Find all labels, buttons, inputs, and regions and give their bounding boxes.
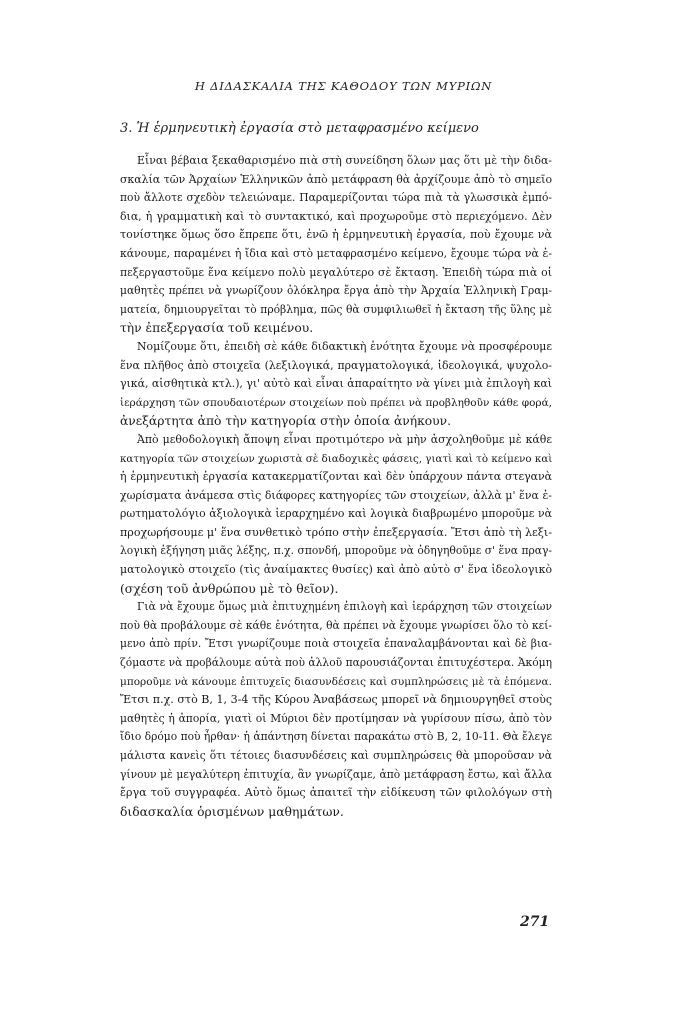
text-line: ματολογικὸ στοιχεῖο (τὶς ἀναίμακτες θυσίες) καὶ ἀπὸ αὐτὸ σ' ἕνα ἰδεολογικὸ [120,563,552,577]
text-line: χωρίσματα ἀνάμεσα στὶς διάφορες κατηγορίες τῶν στοιχείων, ἀλλὰ μ' ἕνα ἐ- [120,488,552,502]
text-line: ἴδιο δρόμο ποὺ ἦρθαν· ἡ ἀπάντηση δίνεται παρακάτω στὸ Β, 2, 10-11. Θὰ ἔλεγε [120,730,552,744]
section-heading: 3. Ἡ ἑρμηνευτικὴ ἐργασία στὸ μεταφρασμένο κείμενο [120,121,479,136]
text-line: τὴν ἐπεξεργασία τοῦ κειμένου. [120,321,314,336]
text-line: ἔργα τοῦ συγγραφέα. Αὐτὸ ὅμως ἀπαιτεῖ τὴν εἰδίκευση τῶν φιλολόγων στὴ [120,786,552,800]
paragraph [120,338,552,431]
text-line: μενο ἀπὸ πρίν. Ἔτσι γνωρίζουμε ποιὰ στοιχεῖα ἐπαναλαμβάνονται καὶ δὲ βια- [120,637,552,651]
text-line: πεξεργαστοῦμε ἕνα κείμενο πολὺ μεγαλύτερο σὲ ἔκταση. Ἐπειδὴ τώρα πιὰ οἱ [120,265,552,279]
text-line: μάλιστα κανεὶς ὅτι τέτοιες διασυνδέσεις καὶ συμπληρώσεις θὰ μποροῦσαν νὰ [120,749,552,762]
text-line: ἡ ἑρμηνευτικὴ ἐργασία κατακερματίζονται καὶ δὲν ὑπάρχουν πάντα στεγανὰ [120,470,552,484]
text-line: ἀνεξάρτητα ἀπὸ τὴν κατηγορία στὴν ὁποία ἀνήκουν. [120,414,452,429]
text-line: ζόμαστε νὰ προβάλουμε αὐτὰ ποὺ ἀλλοῦ παρουσιάζονται ἐπιτυχέστερα. Ἀκόμη [120,656,552,670]
body-text [120,152,552,821]
text-line: γικά, αἰσθητικὰ κτλ.), γι' αὐτὸ καὶ εἶναι ἀπαραίτητο νὰ γίνει μιὰ ἐπιλογὴ καὶ [120,377,552,391]
text-line: λογικὴ ἐξήγηση μιᾶς λέξης, π.χ. σπονδή, μποροῦμε νὰ ὁδηγηθοῦμε σ' ἕνα πραγ- [120,544,552,558]
text-line: Ἔτσι π.χ. στὸ Β, 1, 3-4 τῆς Κύρου Ἀναβάσεως μπορεῖ νὰ δημιουργηθεῖ στοὺς [120,693,553,707]
text-line: (σχέση τοῦ ἀνθρώπου μὲ τὸ θεῖον). [120,581,339,596]
text-line: μποροῦμε νὰ κάνουμε ἐπιτυχεῖς διασυνδέσεις καὶ συμπληρώσεις μὲ τὰ ἑπόμενα. [120,675,552,688]
text-line: ἱεράρχηση τῶν σπουδαιοτέρων στοιχείων ποὺ πρέπει νὰ προβληθοῦν κάθε φορά, [120,396,552,409]
text-line: διδασκαλία ὁρισμένων μαθημάτων. [120,804,344,819]
text-line: ποὺ θὰ προβάλουμε σὲ κάθε ἑνότητα, θὰ πρέπει νὰ ἔχουμε γνωρίσει ὅλο τὸ κεί- [120,618,552,632]
text-line: δια, ἡ γραμματικὴ καὶ τὸ συντακτικό, καὶ προχωροῦμε στὸ περιεχόμενο. Δὲν [120,209,552,223]
page-number: 271 [520,914,550,930]
text-line: Γιὰ νὰ ἔχουμε ὅμως μιὰ ἐπιτυχημένη ἐπιλογὴ καὶ ἱεράρχηση τῶν στοιχείων [137,600,552,614]
text-line: Εἶναι βέβαια ξεκαθαρισμένο πιὰ στὴ συνείδηση ὅλων μας ὅτι μὲ τὴν διδα- [137,154,552,167]
text-line: μαθητὲς ἡ ἀπορία, γιατὶ οἱ Μύριοι δὲν προτίμησαν νὰ γυρίσουν πίσω, ἀπὸ τὸν [120,711,552,725]
text-line: Ἀπὸ μεθοδολογικὴ ἄποψη εἶναι προτιμότερο νὰ μὴν ἀσχοληθοῦμε μὲ κάθε [137,432,552,446]
paragraph [120,598,552,821]
text-line: γίνουν μὲ μεγαλύτερη ἐπιτυχία, ἂν γνωρίζαμε, ἀπὸ μετάφραση ἔστω, καὶ ἄλλα [120,767,552,781]
text-line: ματεία, δημιουργεῖται τὸ πρόβλημα, πῶς θὰ συμφιλιωθεῖ ἡ ἔκταση τῆς ὕλης μὲ [120,302,552,316]
text-line: κάνουμε, παραμένει ἡ ἴδια καὶ στὸ μεταφρασμένο κείμενο, ἔχουμε τώρα νὰ ἐ- [120,246,552,260]
text-line: ἕνα πλῆθος ἀπὸ στοιχεῖα (λεξιλογικά, πραγματολογικά, ἰδεολογικά, ψυχολο- [120,358,552,372]
text-line: μαθητὲς πρέπει νὰ γνωρίζουν ὁλόκληρα ἔργα ἀπὸ τὴν Ἀρχαία Ἑλληνικὴ Γραμ- [120,284,552,298]
text-line: Νομίζουμε ὅτι, ἐπειδὴ σὲ κάθε διδακτικὴ ἑνότητα ἔχουμε νὰ προσφέρουμε [137,339,552,353]
paragraph [120,152,552,338]
running-head: Η ΔΙΔΑΣΚΑΛΙΑ ΤΗΣ ΚΑΘΟΔΟΥ ΤΩΝ ΜΥΡΙΩΝ [194,79,493,93]
text-line: ποὺ ἄλλοτε σχεδὸν τελειώναμε. Παραμερίζονται τώρα πιὰ τὰ γλωσσικὰ ἐμπό- [120,191,552,205]
text-line: ρωτηματολόγιο ἀξιολογικὰ ἱεραρχημένο καὶ λογικὰ διαβρωμένο μποροῦμε νὰ [120,507,552,521]
text-line: τονίστηκε ὅμως ὅσο ἔπρεπε ὅτι, ἐνῶ ἡ ἑρμηνευτικὴ ἐργασία, ποὺ ἔχουμε νὰ [120,228,552,242]
text-line: σκαλία τῶν Ἀρχαίων Ἑλληνικῶν ἀπὸ μετάφραση θὰ ἀρχίζουμε ἀπὸ τὸ σημεῖο [120,172,552,186]
text-line: προχωρήσουμε μ' ἕνα συνθετικὸ τρόπο στὴν ἐπεξεργασία. Ἔτσι ἀπὸ τὴ λεξι- [120,525,553,539]
paragraph [120,431,552,598]
text-line: κατηγορία τῶν στοιχείων χωριστὰ σὲ διαδοχικὲς φάσεις, γιατὶ καὶ τὸ κείμενο καὶ [120,452,553,465]
